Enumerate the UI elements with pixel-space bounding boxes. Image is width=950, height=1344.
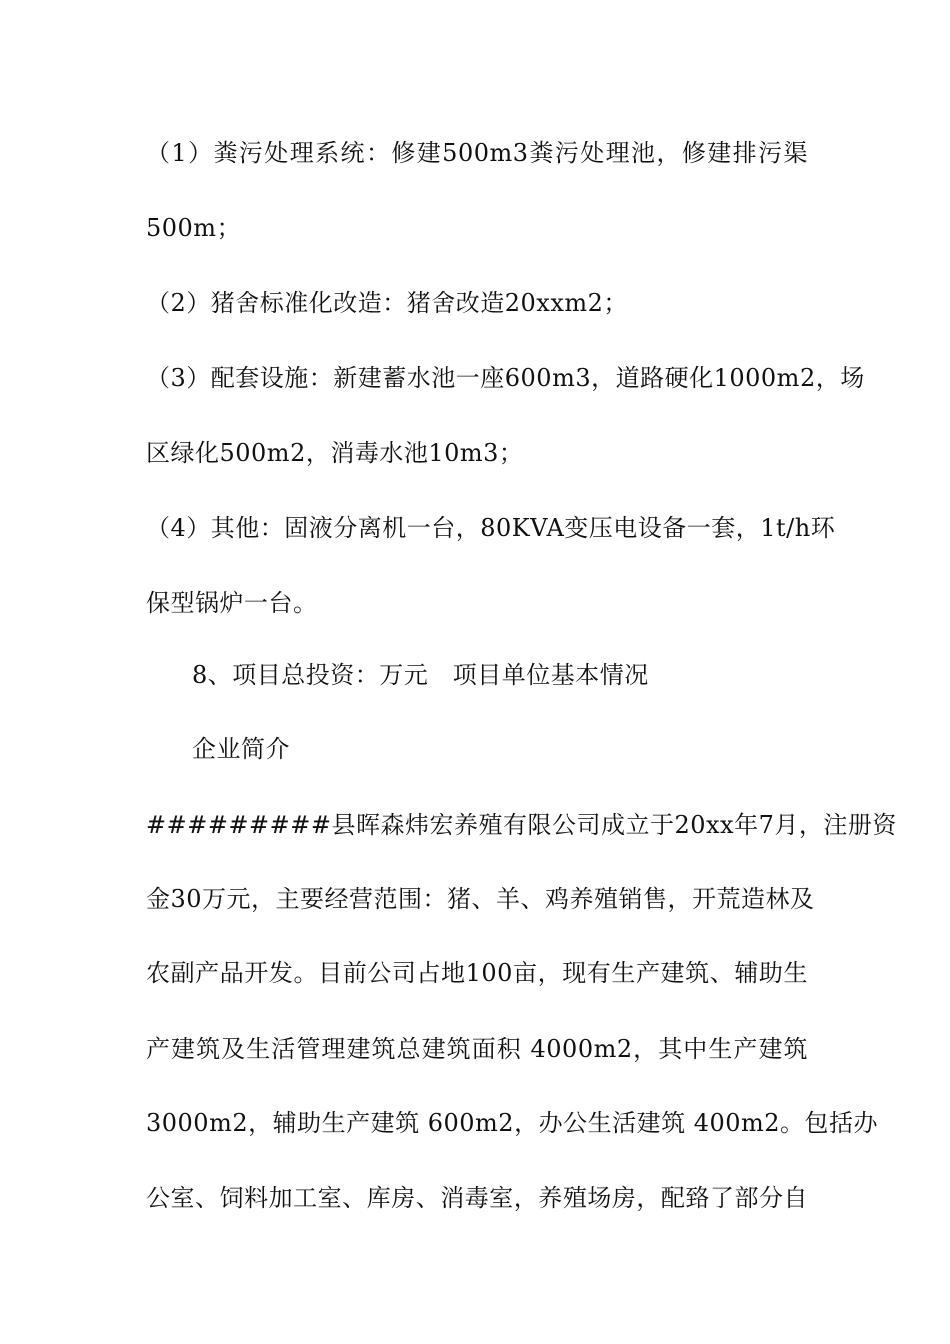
paragraph-line-company-1: #########县晖森炜宏养殖有限公司成立于20xx年7月，注册资 bbox=[146, 811, 897, 839]
paragraph-line-waste-system-cont: 500m； bbox=[146, 214, 242, 242]
paragraph-line-waste-system: （1）粪污处理系统：修建500m3粪污处理池，修建排污渠 bbox=[146, 139, 808, 167]
paragraph-line-facilities-cont: 区绿化500m2，消毒水池10m3； bbox=[146, 439, 524, 467]
paragraph-line-company-6: 公室、饲料加工室、库房、消毒室，养殖场房，配臵了部分自 bbox=[146, 1184, 808, 1212]
paragraph-line-other-cont: 保型锅炉一台。 bbox=[146, 589, 318, 617]
section-heading-company-profile: 企业简介 bbox=[192, 735, 290, 763]
paragraph-line-company-2: 金30万元，主要经营范围：猪、羊、鸡养殖销售，开荒造林及 bbox=[146, 885, 815, 913]
paragraph-line-facilities: （3）配套设施：新建蓄水池一座600m3，道路硬化1000m2，场 bbox=[146, 364, 865, 392]
section-heading-investment: 8、项目总投资：万元 项目单位基本情况 bbox=[192, 661, 649, 689]
paragraph-line-company-4: 产建筑及生活管理建筑总建筑面积 4000m2，其中生产建筑 bbox=[146, 1035, 808, 1063]
paragraph-line-pigsty-renovation: （2）猪舍标准化改造：猪舍改造20xxm2； bbox=[146, 289, 628, 317]
paragraph-line-company-5: 3000m2，辅助生产建筑 600m2，办公生活建筑 400m2。包括办 bbox=[146, 1109, 879, 1137]
paragraph-line-company-3: 农副产品开发。目前公司占地100亩，现有生产建筑、辅助生 bbox=[146, 959, 808, 987]
paragraph-line-other: （4）其他：固液分离机一台，80KVA变压电设备一套，1t/h环 bbox=[146, 514, 836, 542]
